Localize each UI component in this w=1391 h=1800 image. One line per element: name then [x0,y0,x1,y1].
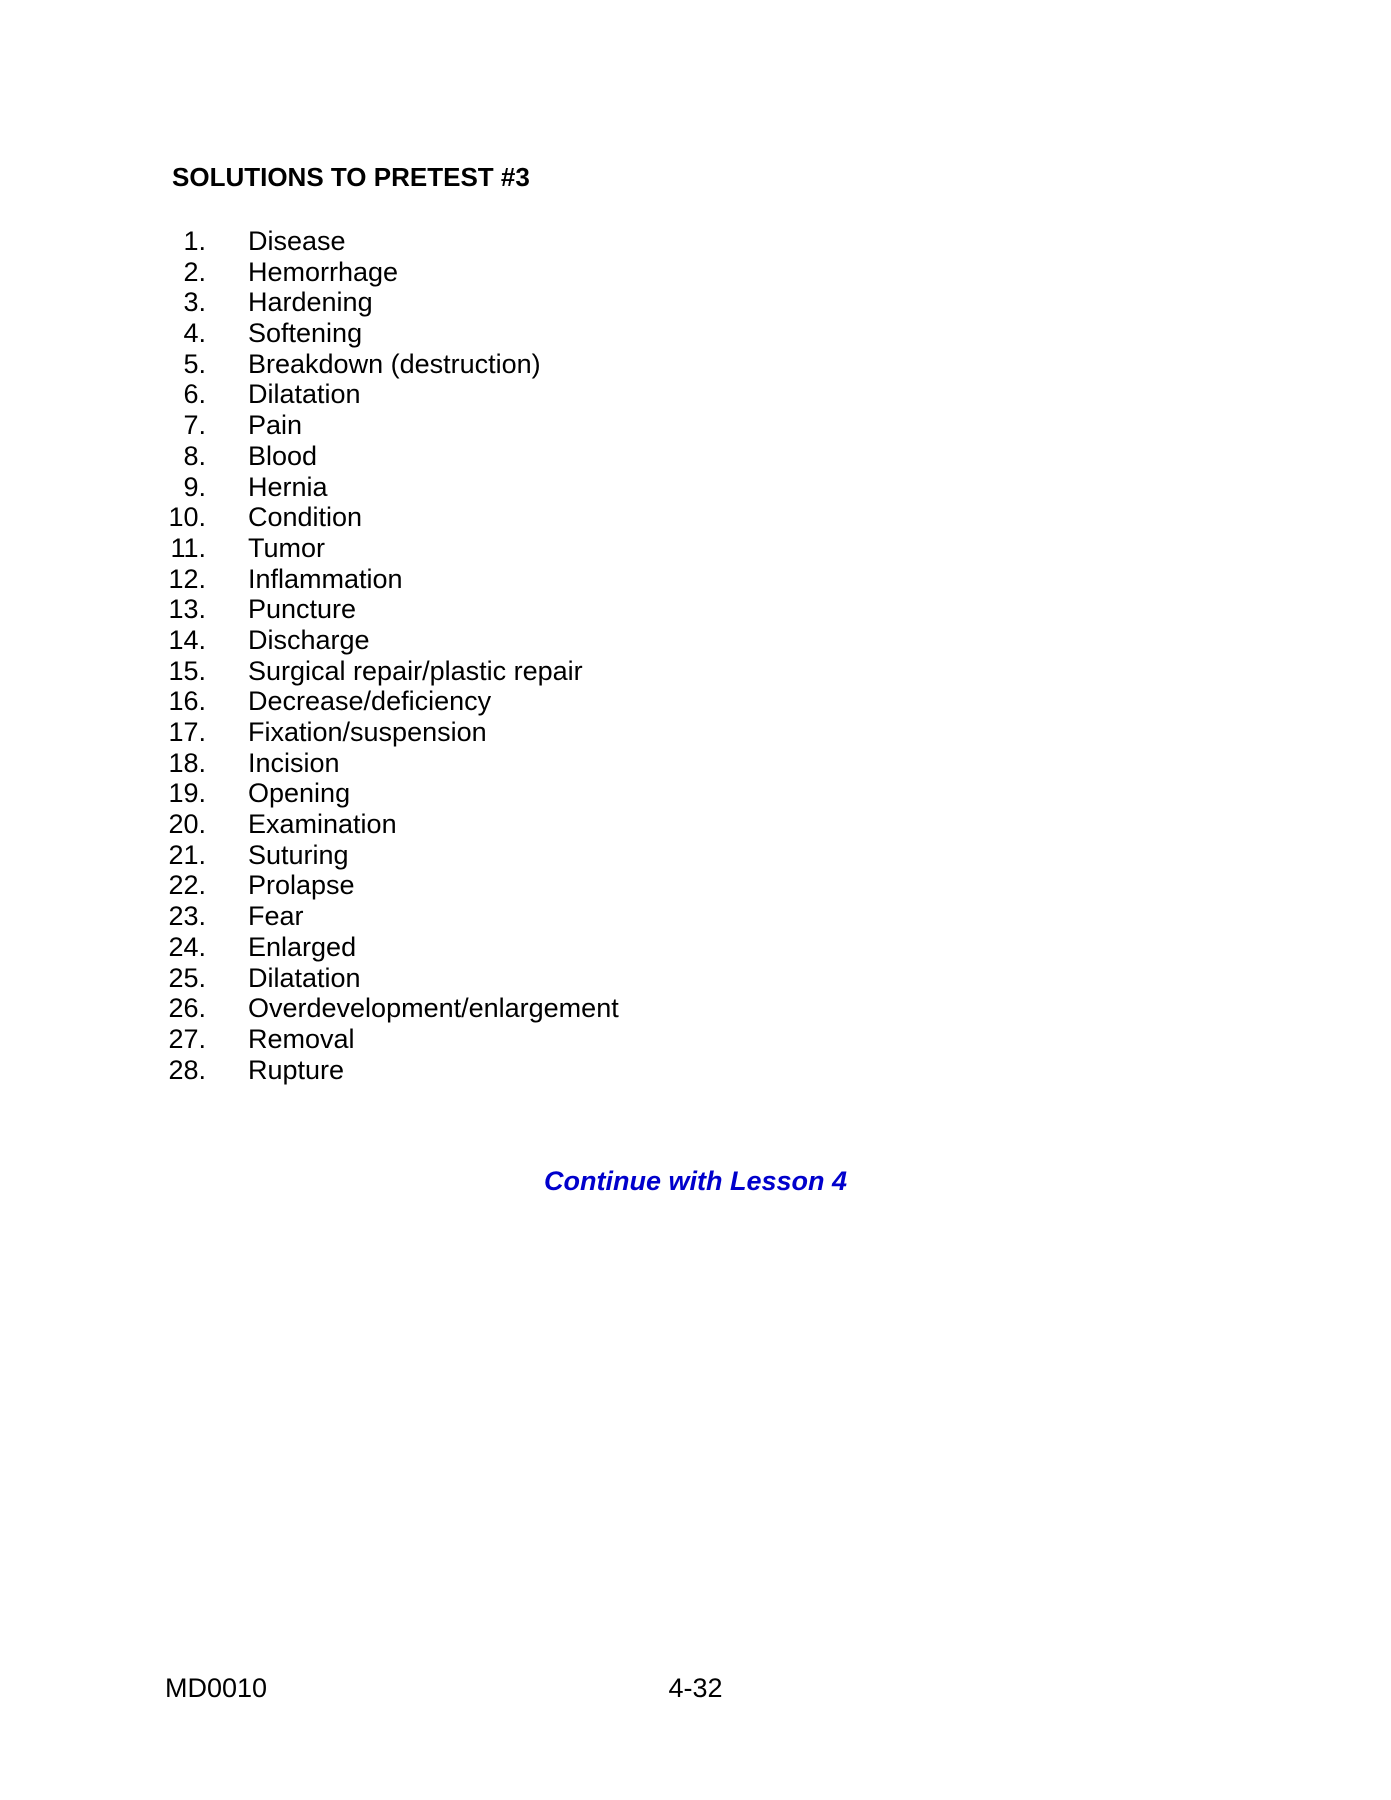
answer-text: Enlarged [248,931,357,962]
answer-number: 22. [168,870,206,901]
list-item [0,226,900,257]
list-item [0,1024,900,1055]
footer-course-code: MD0010 [165,1673,268,1703]
answer-number: 27. [168,1023,206,1054]
list-item [0,840,900,871]
answer-text: Surgical repair/plastic repair [248,655,583,686]
list-item [0,809,900,840]
list-item [0,870,900,901]
answer-number: 1. [183,226,206,256]
answer-number: 16. [168,686,206,717]
answer-number: 28. [168,1054,206,1085]
list-item [0,349,900,380]
answer-text: Condition [248,502,363,533]
answer-number: 9. [183,471,206,502]
answer-text: Opening [248,778,351,809]
answer-text: Breakdown (destruction) [248,348,541,379]
answer-number: 12. [168,563,206,594]
answer-number: 7. [183,410,206,441]
answer-text: Hardening [248,287,373,318]
list-item [0,656,900,687]
answer-number: 2. [183,256,206,287]
list-item [0,379,900,410]
answer-text: Pain [248,410,303,441]
answer-text: Hernia [248,471,328,502]
answer-text: Examination [248,809,397,840]
continue-link-row [0,1166,1391,1197]
answer-number: 8. [183,440,206,471]
list-item [0,932,900,963]
answer-text: Blood [248,440,318,471]
answer-text: Softening [248,318,363,349]
answer-number: 11. [170,532,206,563]
answer-number: 4. [183,318,206,349]
list-item [0,717,900,748]
list-item [0,686,900,717]
answer-number: 21. [168,839,206,870]
list-item [0,594,900,625]
answer-text: Overdevelopment/enlargement [248,993,619,1024]
answer-number: 25. [168,962,206,993]
list-item [0,410,900,441]
answer-text: Dilatation [248,962,361,993]
list-item [0,441,900,472]
list-item [0,778,900,809]
answer-number: 14. [168,624,206,655]
answer-number: 20. [168,809,206,840]
list-item [0,901,900,932]
answer-text: Removal [248,1023,355,1054]
list-item [0,502,900,533]
answer-text: Incision [248,747,340,778]
answer-number: 26. [168,993,206,1024]
answer-number: 13. [168,594,206,625]
footer-page-number: 4-32 [668,1673,723,1703]
answer-number: 6. [183,379,206,410]
answer-text: Discharge [248,624,370,655]
answer-number: 24. [168,931,206,962]
list-item [0,533,900,564]
answer-text: Decrease/deficiency [248,686,492,717]
continue-lesson-link[interactable]: Continue with Lesson 4 [543,1166,847,1196]
answer-number: 5. [183,348,206,379]
list-item [0,318,900,349]
answer-text: Inflammation [248,563,403,594]
answer-number: 15. [168,655,206,686]
list-item [0,993,900,1024]
answer-text: Puncture [248,594,357,625]
answer-number: 17. [168,717,206,747]
list-item [0,287,900,318]
answer-text: Prolapse [248,870,355,901]
list-item [0,748,900,779]
answer-text: Fear [248,901,304,932]
answer-number: 10. [168,502,206,533]
answer-number: 23. [168,901,206,932]
answer-text: Rupture [248,1054,345,1085]
list-item [0,625,900,656]
answer-number: 19. [168,778,206,809]
answer-number: 3. [183,287,206,318]
answer-text: Dilatation [248,379,361,410]
answer-text: Tumor [248,532,326,563]
list-item [0,963,900,994]
list-item [0,472,900,503]
answer-text: Suturing [248,839,349,870]
page-title: SOLUTIONS TO PRETEST #3 [172,162,530,192]
list-item [0,564,900,595]
list-item [0,1055,900,1086]
list-item [0,257,900,288]
answer-text: Fixation/suspension [248,717,487,747]
answer-text: Hemorrhage [248,256,399,287]
answer-number: 18. [168,747,206,778]
answer-text: Disease [248,226,346,256]
answer-list [0,226,900,1085]
